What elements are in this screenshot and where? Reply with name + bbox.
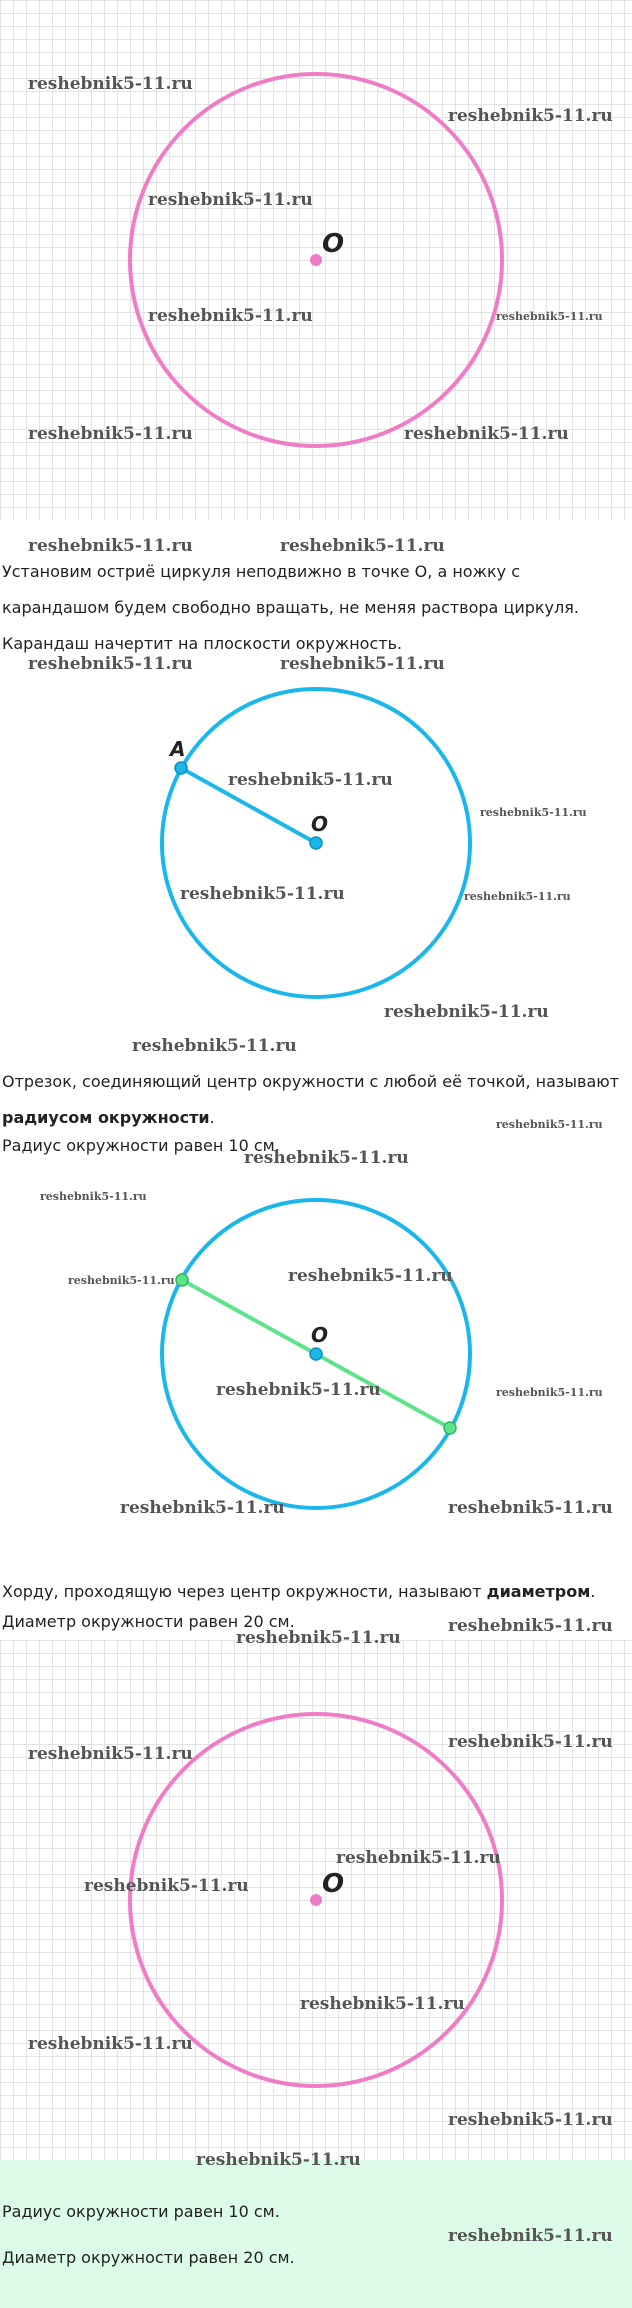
circle-3-center-label: O [311,1323,329,1347]
figure-circle-2 [0,660,632,1020]
circle-1-center-point [310,254,322,266]
diameter-definition-end: . [590,1582,596,1601]
circle-4-center-point [310,1894,322,1906]
point-A-label: A [170,737,186,761]
watermark: reshebnik5-11.ru [448,1732,613,1752]
summary-radius: Радиус окружности равен 10 см. [2,2202,280,2221]
summary-diameter: Диаметр окружности равен 20 см. [2,2248,295,2267]
figure-circle-4 [0,1640,632,2160]
circle-4-svg [0,1640,632,2160]
watermark: reshebnik5-11.ru [148,190,313,210]
watermark: reshebnik5-11.ru [28,74,193,94]
point-A [175,762,187,774]
watermark: reshebnik5-11.ru [480,806,587,819]
watermark: reshebnik5-11.ru [496,310,603,323]
watermark: reshebnik5-11.ru [180,884,345,904]
watermark: reshebnik5-11.ru [448,2110,613,2130]
circle-3-svg [0,1180,632,1540]
watermark: reshebnik5-11.ru [244,1148,409,1168]
paragraph-diameter-value: Диаметр окружности равен 20 см. [2,1612,295,1631]
watermark: reshebnik5-11.ru [404,424,569,444]
watermark: reshebnik5-11.ru [28,654,193,674]
watermark: reshebnik5-11.ru [448,2226,613,2246]
watermark: reshebnik5-11.ru [288,1266,453,1286]
watermark: reshebnik5-11.ru [280,536,445,556]
figure-circle-3 [0,1180,632,1540]
watermark: reshebnik5-11.ru [496,1118,603,1131]
watermark: reshebnik5-11.ru [40,1190,147,1203]
watermark: reshebnik5-11.ru [236,1628,401,1648]
circle-2-center-label: O [311,812,329,836]
circle-2-center-point [310,837,322,849]
watermark: reshebnik5-11.ru [448,1498,613,1518]
diameter-definition-text: Хорду, проходящую через центр окружности, называют [2,1582,487,1601]
circle-3-center-point [310,1348,322,1360]
watermark: reshebnik5-11.ru [84,1876,249,1896]
watermark: reshebnik5-11.ru [464,890,571,903]
watermark: reshebnik5-11.ru [336,1848,501,1868]
watermark: reshebnik5-11.ru [228,770,393,790]
watermark: reshebnik5-11.ru [28,1744,193,1764]
watermark: reshebnik5-11.ru [28,2034,193,2054]
paragraph-compass: Установим остриё циркуля неподвижно в точке O, а ножку с карандашом будем свободно вращать, не меняя раствора циркуля. Карандаш начертит на плоскости окружность. [2,562,579,653]
radius-definition-end: . [209,1108,215,1127]
diameter-endpoint-2 [444,1422,456,1434]
circle-4-center-label: O [322,1869,345,1899]
watermark: reshebnik5-11.ru [120,1498,285,1518]
watermark: reshebnik5-11.ru [148,306,313,326]
circle-2-svg [0,660,632,1020]
watermark: reshebnik5-11.ru [216,1380,381,1400]
watermark: reshebnik5-11.ru [68,1274,175,1287]
diameter-term: диаметром [486,1582,591,1601]
watermark: reshebnik5-11.ru [496,1386,603,1399]
watermark: reshebnik5-11.ru [28,424,193,444]
circle-1-center-label: O [322,229,345,259]
watermark: reshebnik5-11.ru [132,1036,297,1056]
radius-definition-text: Отрезок, соединяющий центр окружности с любой её точкой, называют [2,1072,620,1091]
watermark: reshebnik5-11.ru [280,654,445,674]
watermark: reshebnik5-11.ru [28,536,193,556]
watermark: reshebnik5-11.ru [196,2150,361,2170]
watermark: reshebnik5-11.ru [448,106,613,126]
watermark: reshebnik5-11.ru [448,1616,613,1636]
watermark: reshebnik5-11.ru [384,1002,549,1022]
diameter-endpoint-1 [176,1274,188,1286]
radius-term: радиусом окружности [2,1108,210,1127]
paragraph-radius-value: Радиус окружности равен 10 см. [2,1136,280,1155]
watermark: reshebnik5-11.ru [300,1994,465,2014]
